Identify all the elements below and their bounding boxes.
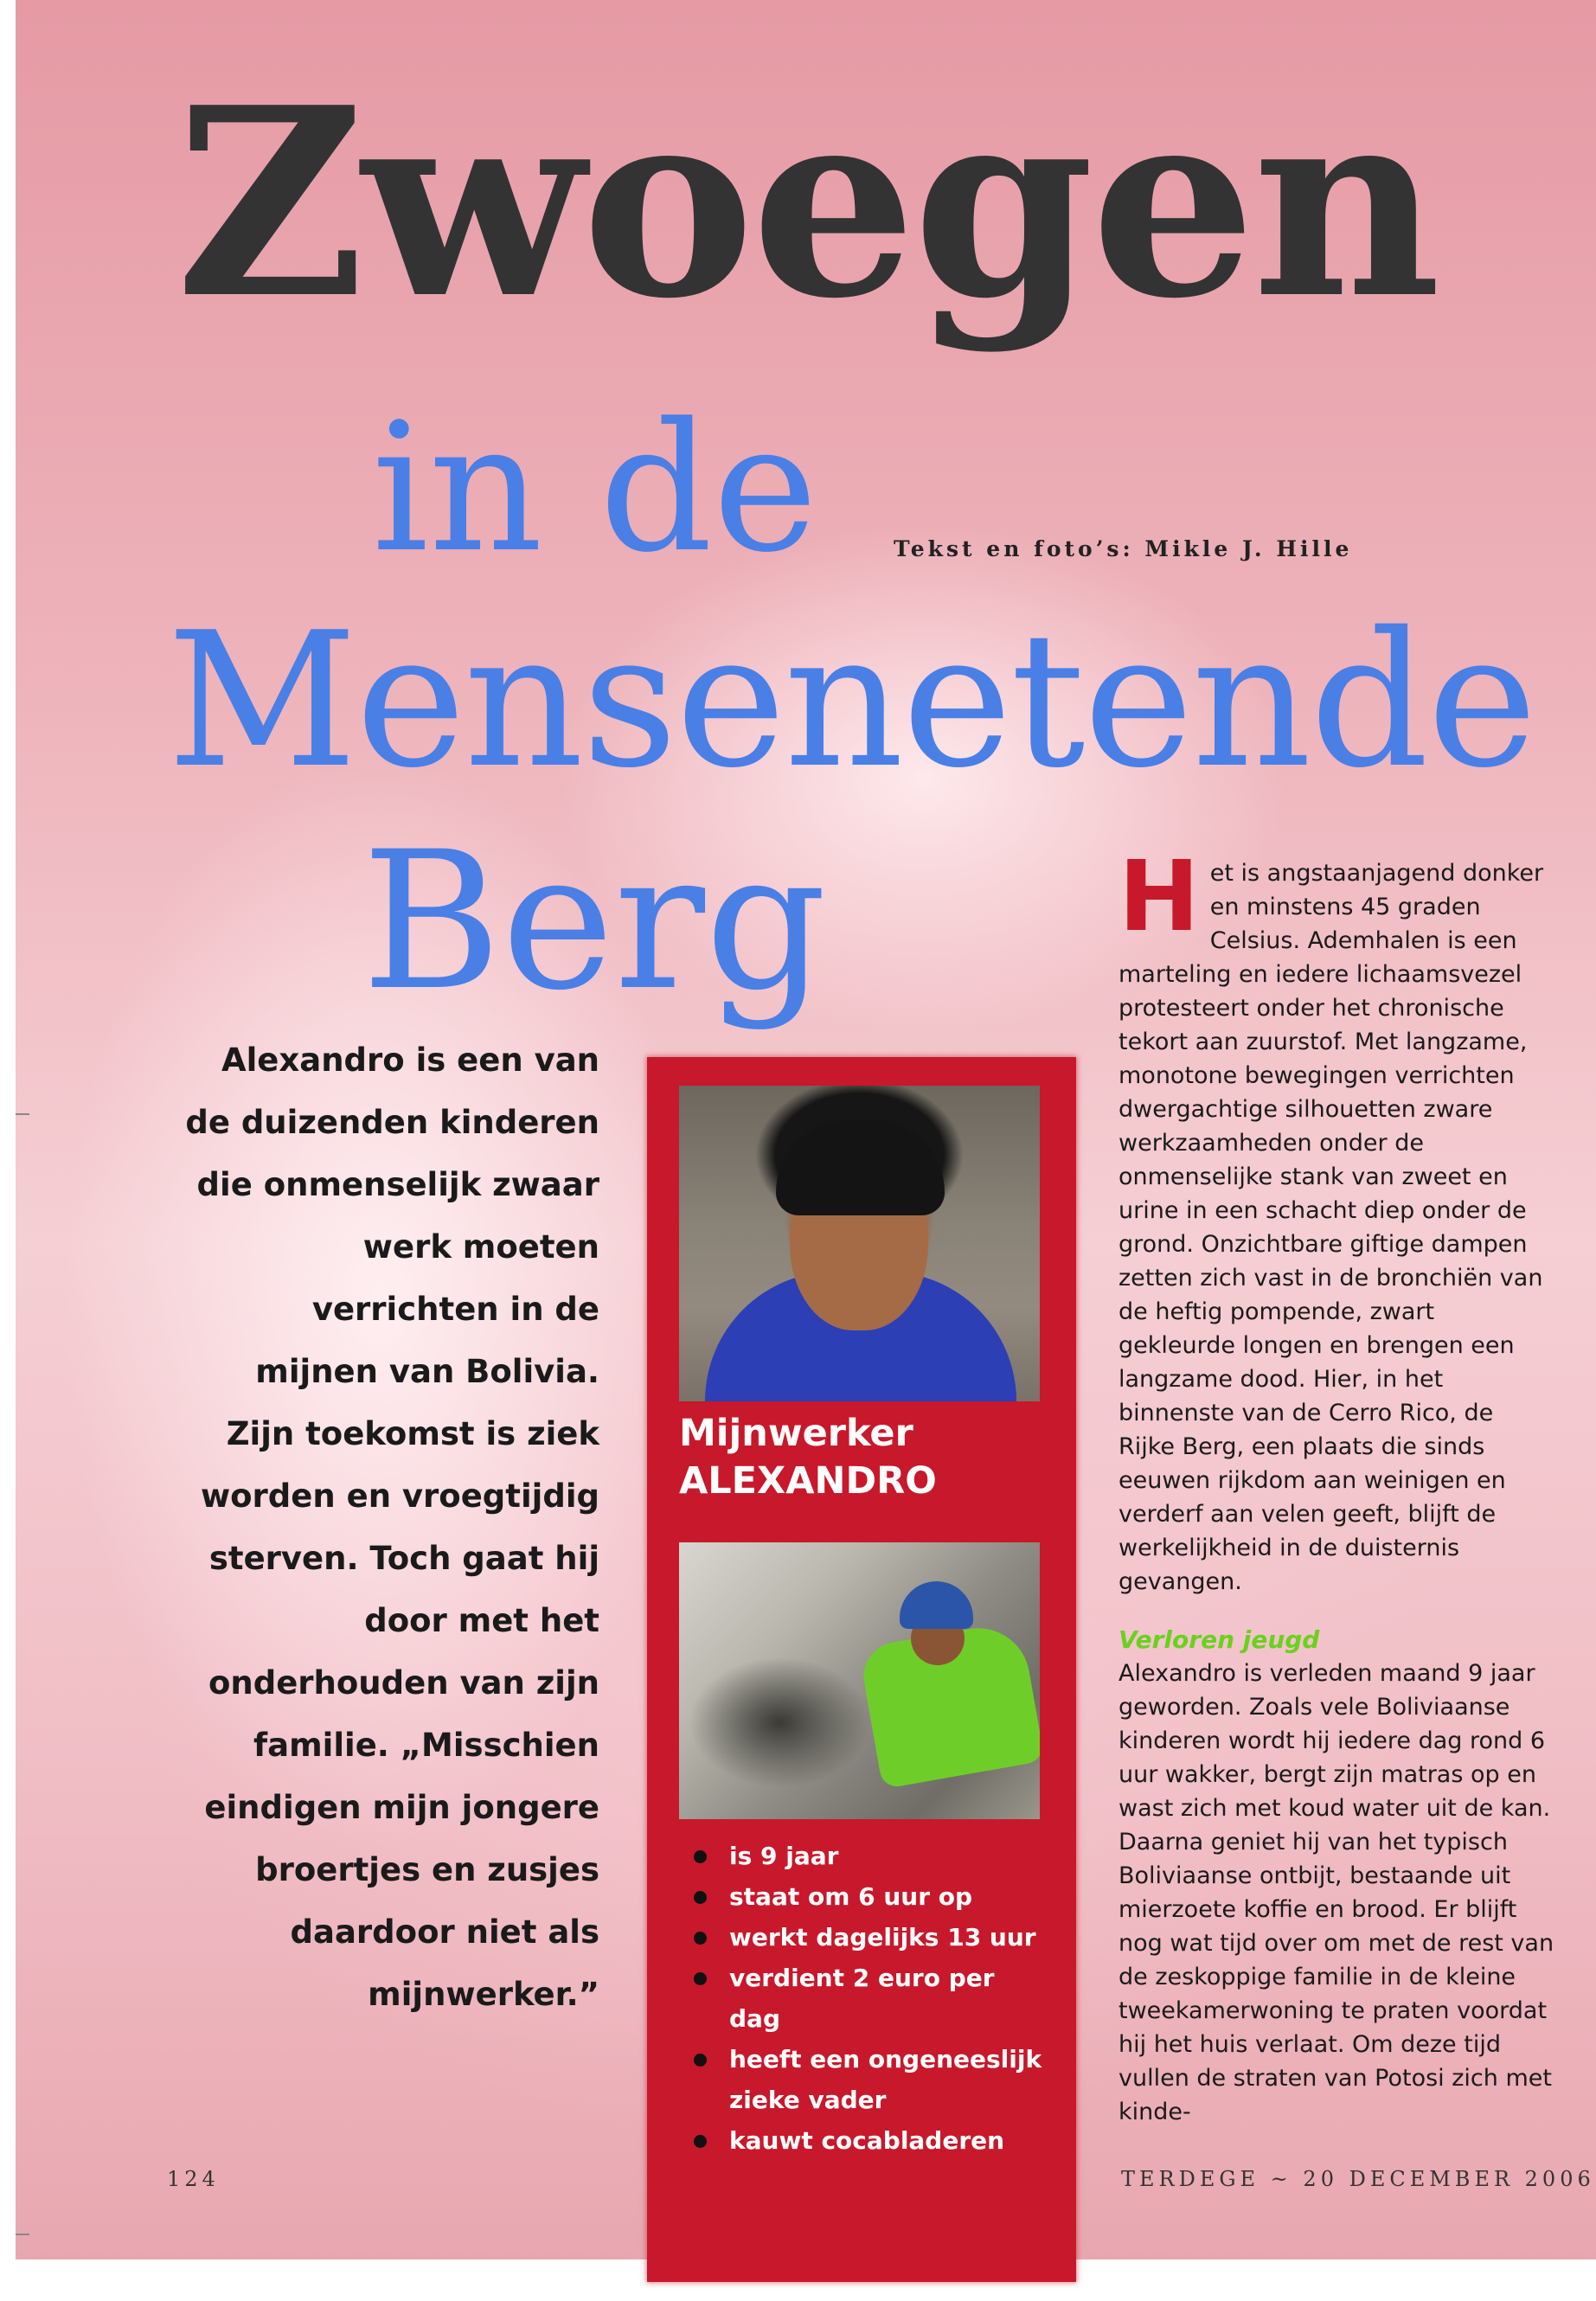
mining-photo	[679, 1542, 1040, 1819]
crop-mark	[16, 1113, 29, 1115]
publication-footer: TERDEGE ~ 20 DECEMBER 2006	[1121, 2167, 1595, 2191]
fact-item: kauwt cocabladeren	[690, 2120, 1054, 2161]
fact-item: staat om 6 uur op	[690, 1876, 1054, 1917]
page-number: 124	[167, 2167, 220, 2191]
fact-item: heeft een ongeneeslijk zieke vader	[690, 2039, 1054, 2120]
fact-item: verdient 2 euro per dag	[690, 1958, 1054, 2039]
headline-line-3: Mensenetende	[167, 592, 1536, 809]
magazine-page	[16, 0, 1596, 2259]
section-heading: Verloren jeugd	[1118, 1625, 1320, 1654]
intro-paragraph: Alexandro is een van de duizenden kinderen die onmenselijk zwaar werk moeten verrichten in de mijnen van Bolivia. Zijn toekomst is ziek worden en vroegtijdig sterven. Toch gaat hij door met het onderhouden van zijn familie. „Misschien eindigen mijn jongere broertjes en zusjes daardoor niet als mijnwerker.”	[185, 1042, 599, 2013]
article-paragraph-1	[1118, 841, 1555, 1599]
crop-mark	[16, 2234, 29, 2235]
headline-line-2: in de	[372, 386, 818, 592]
drop-cap: H	[1118, 841, 1200, 953]
article-paragraph-1-text: et is angstaanjagend donker en minstens 45 graden Celsius. Ademhalen is een marteling en iedere lichaamsvezel protesteert onder het chronische tekort aan zuurstof. Met langzame, monotone bewegingen verrichten dwergachtige silhouetten zware werkzaamheden onder de onmenselijke stank van zweet en urine in een schacht diep onder de grond. Onzichtbare giftige dampen zetten zich vast in de bronchiën van de heftig pompende, zwart gekleurde longen en brengen een langzame dood. Hier, in het binnenste van de Cerro Rico, de Rijke Berg, een plaats die sinds eeuwen rijkdom aan weinigen en verderf aan velen geeft, blijft de werkelijkheid in de duisternis gevangen.	[1118, 860, 1544, 1595]
portrait-photo	[679, 1086, 1040, 1401]
sidebar-title-line-1: Mijnwerker	[679, 1412, 913, 1455]
headline-line-4: Berg	[362, 811, 827, 1032]
photo-hair	[776, 1120, 945, 1215]
fact-item: werkt dagelijks 13 uur	[690, 1917, 1054, 1958]
fact-list	[690, 1836, 1054, 2161]
headline-line-1: Zwoegen	[176, 50, 1438, 356]
sidebar-title-line-2: ALEXANDRO	[679, 1459, 937, 1503]
article-column	[1118, 841, 1555, 2129]
fact-item: is 9 jaar	[690, 1836, 1054, 1876]
photo-helmet	[900, 1581, 973, 1629]
byline: Tekst en foto’s: Mikle J. Hille	[894, 536, 1353, 561]
sidebar-title	[679, 1410, 1040, 1505]
article-paragraph-2: Alexandro is verleden maand 9 jaar geworden. Zoals vele Boliviaanse kinderen wordt hij iedere dag rond 6 uur wakker, bergt zijn matras op en wast zich met koud water uit de kan. Daarna geniet hij van het typisch Boliviaanse ontbijt, bestaande uit mierzoete koffie en brood. Er blijft nog wat tijd over om met de rest van de zeskoppige familie in de kleine tweekamerwoning te praten voordat hij het huis verlaat. Om deze tijd vullen de straten van Potosi zich met kinde-	[1118, 1660, 1554, 2125]
